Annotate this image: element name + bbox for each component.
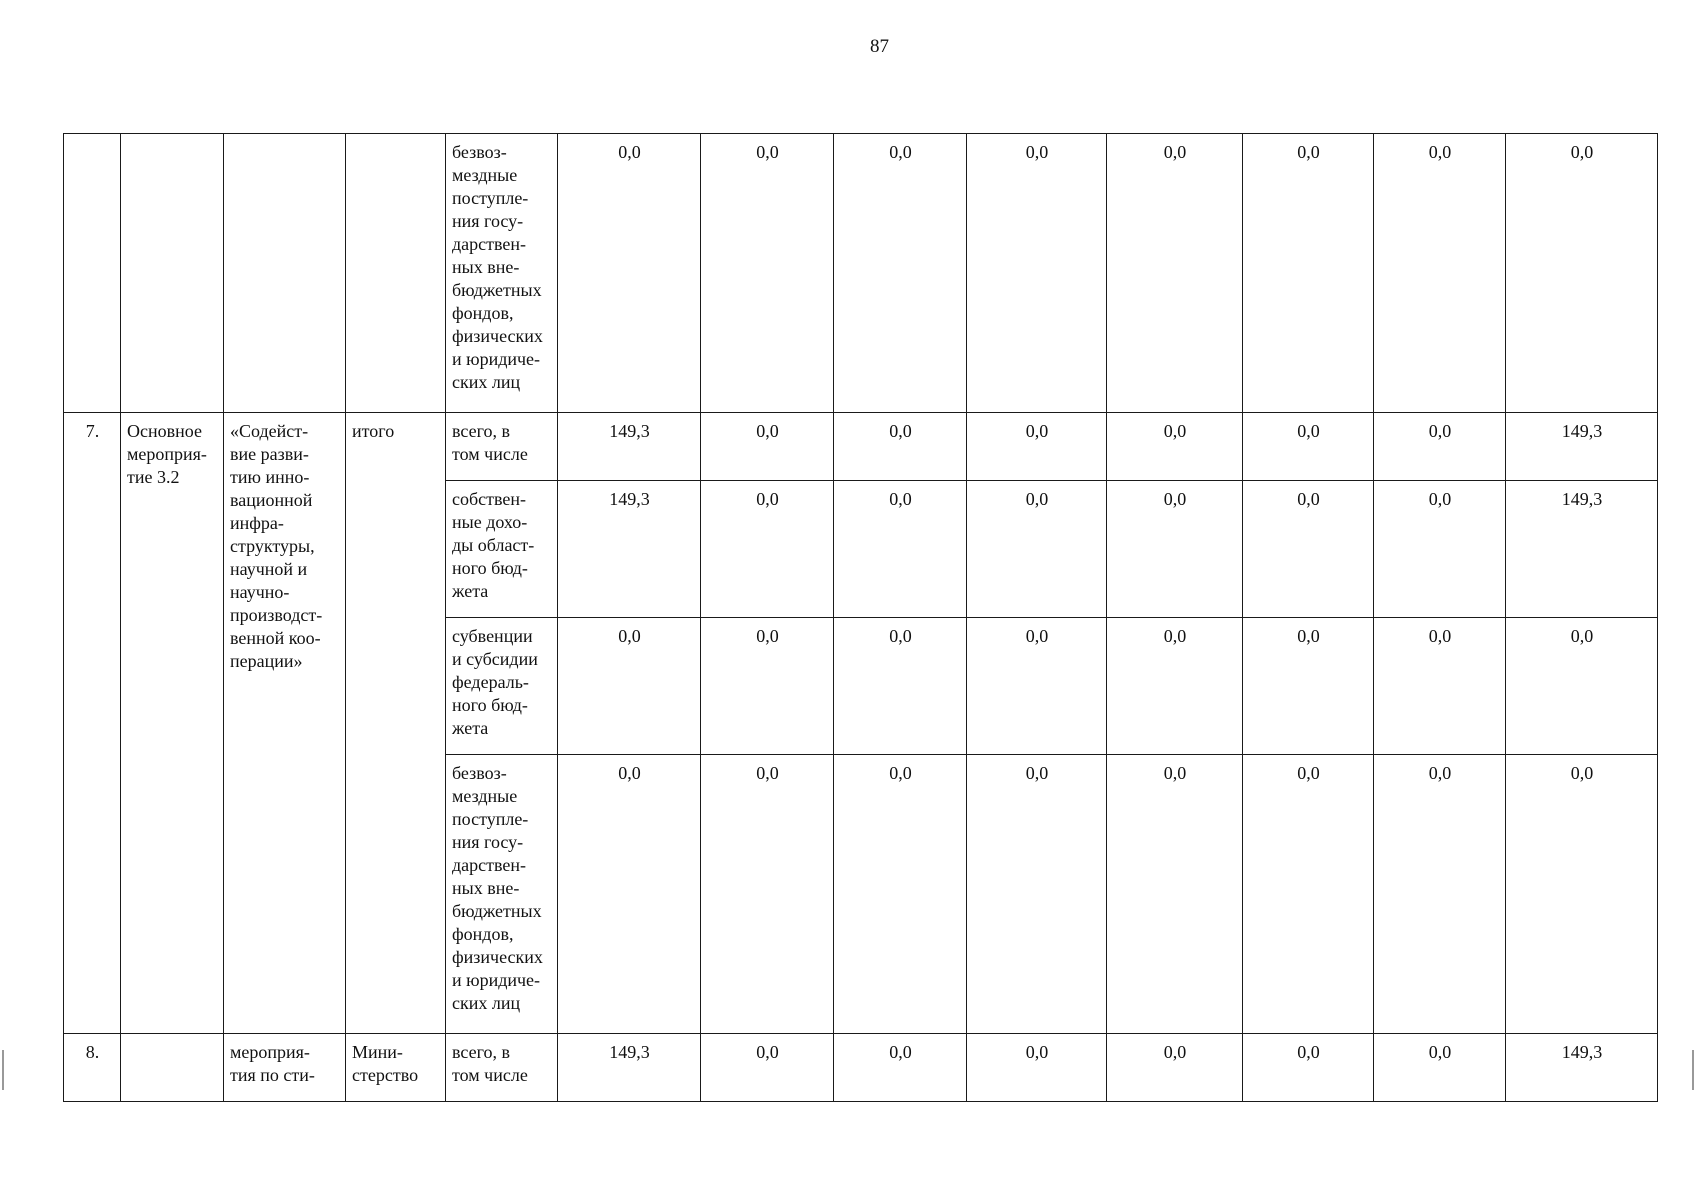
- type-cell: [121, 1034, 224, 1102]
- value-cell: 0,0: [701, 134, 834, 413]
- value-cell: 0,0: [1107, 134, 1243, 413]
- value-cell: 0,0: [834, 481, 967, 618]
- name-cell: мероприя- тия по сти-: [224, 1034, 346, 1102]
- value-cell: 149,3: [1506, 413, 1658, 481]
- value-cell: 0,0: [701, 1034, 834, 1102]
- value-cell: 0,0: [1374, 413, 1506, 481]
- source-cell: субвенции и субсидии федераль- ного бюд- жета: [446, 618, 558, 755]
- value-cell: 0,0: [967, 755, 1107, 1034]
- value-cell: 149,3: [1506, 481, 1658, 618]
- value-cell: 149,3: [1506, 1034, 1658, 1102]
- value-cell: 0,0: [558, 134, 701, 413]
- value-cell: 0,0: [1374, 618, 1506, 755]
- budget-table: [63, 133, 1658, 1102]
- value-cell: 149,3: [558, 481, 701, 618]
- value-cell: 0,0: [967, 413, 1107, 481]
- value-cell: 0,0: [1107, 481, 1243, 618]
- value-cell: 0,0: [1243, 755, 1374, 1034]
- executor-cell: Мини- стерство: [346, 1034, 446, 1102]
- value-cell: 0,0: [1107, 413, 1243, 481]
- value-cell: 0,0: [1506, 755, 1658, 1034]
- scan-mark-right: [1692, 1050, 1694, 1090]
- value-cell: 0,0: [1243, 481, 1374, 618]
- value-cell: 0,0: [834, 618, 967, 755]
- value-cell: 0,0: [834, 134, 967, 413]
- value-cell: 0,0: [834, 1034, 967, 1102]
- type-cell: Основное мероприя- тие 3.2: [121, 413, 224, 1034]
- value-cell: 0,0: [967, 1034, 1107, 1102]
- value-cell: 0,0: [1243, 134, 1374, 413]
- value-cell: 0,0: [1506, 618, 1658, 755]
- value-cell: 0,0: [1374, 755, 1506, 1034]
- value-cell: 0,0: [1506, 134, 1658, 413]
- executor-cell: [346, 134, 446, 413]
- value-cell: 0,0: [1374, 481, 1506, 618]
- value-cell: 0,0: [967, 481, 1107, 618]
- type-cell: [121, 134, 224, 413]
- value-cell: 0,0: [1107, 618, 1243, 755]
- index-cell: 8.: [64, 1034, 121, 1102]
- value-cell: 0,0: [1107, 1034, 1243, 1102]
- table-body: [64, 134, 1658, 1102]
- value-cell: 0,0: [967, 618, 1107, 755]
- value-cell: 0,0: [701, 413, 834, 481]
- name-cell: «Содейст- вие разви- тию инно- вационной инфра- структуры, научной и научно- производст- венной коо- перации»: [224, 413, 346, 1034]
- value-cell: 0,0: [1107, 755, 1243, 1034]
- source-cell: собствен- ные дохо- ды област- ного бюд- жета: [446, 481, 558, 618]
- index-cell: 7.: [64, 413, 121, 1034]
- source-cell: всего, в том числе: [446, 413, 558, 481]
- table-row: [64, 1034, 1658, 1102]
- scan-mark-left: [2, 1050, 4, 1090]
- value-cell: 0,0: [701, 481, 834, 618]
- source-cell: безвоз- мездные поступле- ния госу- дарствен- ных вне- бюджетных фондов, физических и юридиче- ских лиц: [446, 134, 558, 413]
- value-cell: 0,0: [701, 618, 834, 755]
- value-cell: 0,0: [558, 755, 701, 1034]
- value-cell: 0,0: [1243, 618, 1374, 755]
- executor-cell: итого: [346, 413, 446, 1034]
- value-cell: 0,0: [967, 134, 1107, 413]
- page-number: 87: [870, 36, 889, 57]
- name-cell: [224, 134, 346, 413]
- value-cell: 0,0: [1374, 134, 1506, 413]
- value-cell: 0,0: [1243, 1034, 1374, 1102]
- value-cell: 0,0: [834, 755, 967, 1034]
- index-cell: [64, 134, 121, 413]
- value-cell: 0,0: [834, 413, 967, 481]
- source-cell: безвоз- мездные поступле- ния госу- дарствен- ных вне- бюджетных фондов, физических и юридиче- ских лиц: [446, 755, 558, 1034]
- value-cell: 0,0: [1243, 413, 1374, 481]
- table-row: [64, 413, 1658, 481]
- value-cell: 0,0: [558, 618, 701, 755]
- value-cell: 0,0: [701, 755, 834, 1034]
- source-cell: всего, в том числе: [446, 1034, 558, 1102]
- value-cell: 149,3: [558, 1034, 701, 1102]
- table-row: [64, 134, 1658, 413]
- value-cell: 149,3: [558, 413, 701, 481]
- value-cell: 0,0: [1374, 1034, 1506, 1102]
